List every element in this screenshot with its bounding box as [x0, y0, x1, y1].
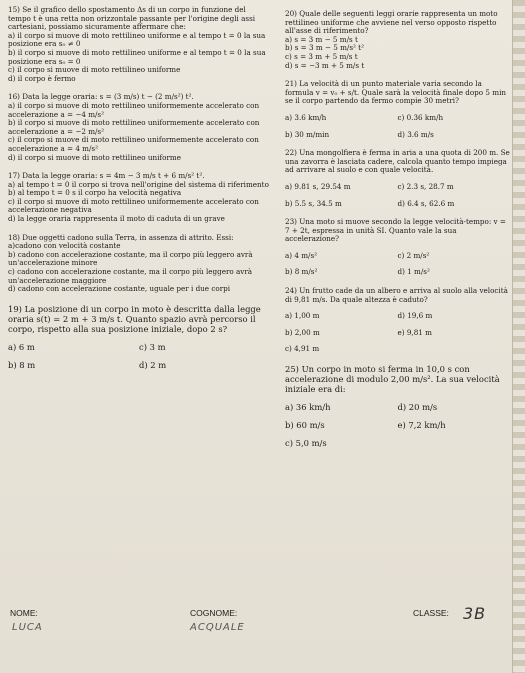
question-25-options	[285, 402, 510, 448]
question-25-option-d: d) 20 m/s	[397, 402, 438, 413]
question-25-option-b: b) 60 m/s	[285, 420, 325, 431]
question-16	[8, 93, 270, 162]
question-25-text: 25) Un corpo in moto si ferma in 10,0 s con accelerazione di modulo 2,00 m/s². La sua velocità iniziale era di:	[285, 364, 500, 395]
question-18-text: 18) Due oggetti cadono sulla Terra, in assenza di attrito. Essi:	[8, 232, 234, 242]
question-18-option-a: a)cadono con velocità costante	[8, 241, 121, 251]
question-15-option-c: c) il corpo si muove di moto rettilineo uniforme	[8, 65, 181, 75]
question-21-option-b: b) 30 m/min	[285, 129, 330, 139]
question-23-text: 23) Una moto si muove secondo la legge velocità-tempo: v = 7 + 2t, espressa in unità SI. Quanto vale la sua accelerazione?	[285, 217, 506, 244]
question-24-option-b: b) 2,00 m	[285, 327, 320, 337]
question-19-text: 19) La posizione di un corpo in moto è descritta dalla legge oraria s(t) = 2 m + 3 m/s t. Quanto spazio avrà percorso il corpo, rispetto alla sua posizione iniziale, dopo 2 s?	[8, 303, 261, 334]
question-25-option-c: c) 5,0 m/s	[285, 438, 327, 449]
question-22-option-b: b) 5.5 s, 34.5 m	[285, 198, 342, 208]
question-17-option-d: d) la legge oraria rappresenta il moto di caduta di un grave	[8, 214, 225, 224]
question-24-option-c: c) 4,91 m	[285, 344, 320, 354]
question-20-text: 20) Quale delle seguenti leggi orarie rappresenta un moto rettilineo uniforme che avviene nel verso opposto rispetto all'asse di riferimento?	[285, 9, 498, 36]
classe-handwritten-value: 3B	[463, 604, 487, 623]
question-23	[285, 218, 510, 277]
question-23-option-d: d) 1 m/s²	[397, 267, 430, 277]
question-18-option-d: d) cadono con accelerazione costante, uguale per i due corpi	[8, 284, 231, 294]
question-16-option-b: b) il corpo si muove di moto rettilineo uniformemente accelerato con accelerazione a = −2 m/s²	[8, 118, 260, 136]
question-15-text: 15) Se il grafico dello spostamento Δs di un corpo in funzione del tempo t è una retta non orizzontale passante per l'origine degli assi cartesiani, possiamo sicuramente affermare che:	[8, 5, 256, 32]
question-21-options	[285, 114, 510, 139]
question-17-option-c: c) il corpo si muove di moto rettilineo uniformemente accelerato con accelerazione negativa	[8, 196, 259, 215]
question-21-text: 21) La velocità di un punto materiale varia secondo la formula v = v₀ + s/t. Quale sarà la velocità finale dopo 5 min se il corpo partendo da fermo compie 30 metri?	[285, 79, 506, 106]
notebook-binding	[512, 0, 525, 673]
question-15-option-d: d) il corpo è fermo	[8, 73, 76, 83]
left-column	[8, 6, 270, 376]
question-18-option-b: b) cadono con accelerazione costante, ma il corpo più leggero avrà un'accelerazione minore	[8, 249, 253, 268]
question-24-text: 24) Un frutto cade da un albero e arriva al suolo alla velocità di 9,81 m/s. Da quale altezza è caduto?	[285, 286, 508, 304]
question-24-option-d: d) 19,6 m	[397, 311, 433, 321]
question-23-options	[285, 252, 510, 277]
question-15-option-a: a) il corpo si muove di moto rettilineo uniforme e al tempo t = 0 la sua posizione era s₀ ≠ 0	[8, 30, 266, 49]
question-24-option-a: a) 1,00 m	[285, 311, 320, 321]
question-22-option-c: c) 2.3 s, 28.7 m	[397, 181, 454, 191]
question-24-option-e: e) 9,81 m	[397, 327, 432, 337]
cognome-label: COGNOME:	[190, 608, 238, 618]
question-23-option-b: b) 8 m/s²	[285, 267, 318, 277]
question-17-option-b: b) al tempo t = 0 s il corpo ha velocità negativa	[8, 188, 182, 198]
question-22-text: 22) Una mongolfiera è ferma in aria a una quota di 200 m. Se una zavorra è lasciata cadere, calcola quanto tempo impiega ad arrivare al suolo e con quale velocità.	[285, 148, 510, 175]
question-23-option-a: a) 4 m/s²	[285, 250, 318, 260]
question-16-option-d: d) il corpo si muove di moto rettilineo uniforme	[8, 152, 181, 162]
question-22-option-a: a) 9.81 s, 29.54 m	[285, 181, 351, 191]
question-21-option-d: d) 3.6 m/s	[397, 129, 434, 139]
question-19-option-a: a) 6 m	[8, 341, 35, 352]
question-22-option-d: d) 6.4 s, 62.6 m	[397, 198, 455, 208]
question-25	[285, 364, 510, 448]
question-19	[8, 304, 270, 370]
question-17-text: 17) Data la legge oraria: s = 4m − 3 m/s t + 6 m/s² t².	[8, 171, 205, 181]
question-15-option-b: b) il corpo si muove di moto rettilineo uniforme e al tempo t = 0 la sua posizione era s₀ = 0	[8, 47, 266, 66]
question-25-option-a: a) 36 km/h	[285, 402, 331, 413]
question-21-option-a: a) 3.6 km/h	[285, 112, 327, 122]
question-24	[285, 287, 510, 354]
question-20-option-b: b) s = 3 m − 5 m/s² t²	[285, 43, 364, 53]
question-20	[285, 10, 510, 70]
question-24-options	[285, 312, 510, 354]
question-18	[8, 234, 270, 294]
question-21-option-c: c) 0.36 km/h	[397, 112, 444, 122]
question-17	[8, 172, 270, 224]
question-22	[285, 149, 510, 208]
question-16-option-a: a) il corpo si muove di moto rettilineo uniformemente accelerato con accelerazione a = −4 m/s²	[8, 100, 260, 119]
question-16-option-c: c) il corpo si muove di moto rettilineo uniformemente accelerato con accelerazione a = 4 m/s²	[8, 135, 259, 153]
question-22-options	[285, 183, 510, 208]
cognome-handwritten-value: ACQUALE	[190, 622, 245, 633]
question-20-option-c: c) s = 3 m + 5 m/s t	[285, 51, 358, 61]
question-19-option-b: b) 8 m	[8, 359, 36, 370]
question-18-option-c: c) cadono con accelerazione costante, ma il corpo più leggero avrà un'accelerazione maggiore	[8, 267, 253, 285]
question-19-options	[8, 342, 270, 370]
nome-handwritten-value: LUCA	[12, 622, 43, 633]
question-15	[8, 6, 270, 83]
question-21	[285, 80, 510, 139]
question-20-option-a: a) s = 3 m − 5 m/s t	[285, 34, 358, 44]
question-25-option-e: e) 7,2 km/h	[397, 420, 446, 431]
question-20-option-d: d) s = −3 m + 5 m/s t	[285, 60, 365, 70]
question-19-option-c: c) 3 m	[139, 341, 166, 352]
student-info-footer	[8, 600, 508, 660]
question-16-text: 16) Data la legge oraria: s = (3 m/s) t − (2 m/s²) t².	[8, 92, 194, 102]
right-column	[285, 10, 510, 454]
question-23-option-c: c) 2 m/s²	[397, 250, 430, 260]
classe-label: CLASSE:	[413, 608, 449, 618]
nome-label: NOME:	[10, 608, 38, 618]
question-19-option-d: d) 2 m	[139, 359, 167, 370]
question-17-option-a: a) al tempo t = 0 il corpo si trova nell'origine del sistema di riferimento	[8, 179, 269, 189]
